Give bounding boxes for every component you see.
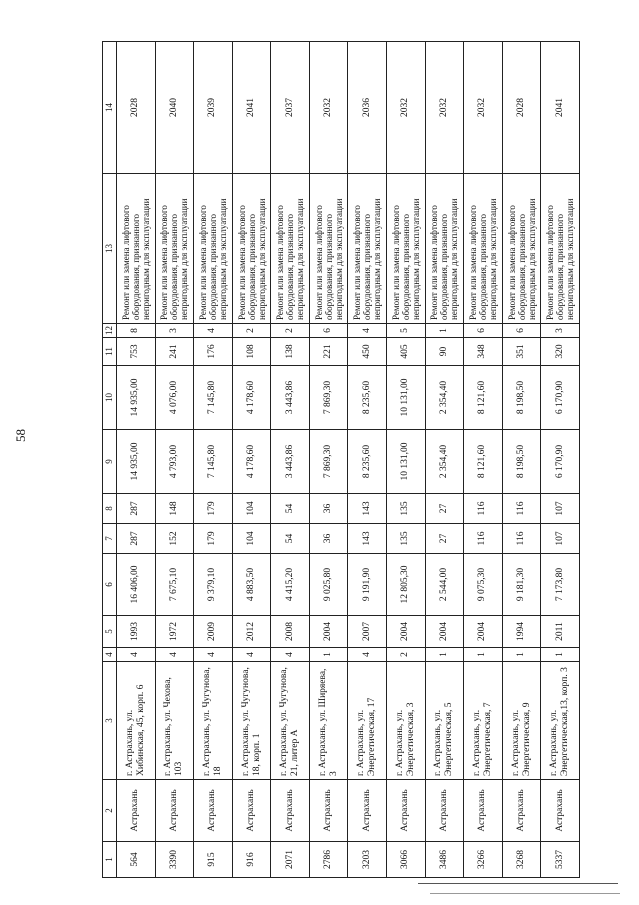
cell-work-type: Ремонт или замена лифтового оборудования, признанного непригодным для эксплуатации [348, 174, 387, 324]
table-row [387, 42, 426, 878]
cell-area-a: 3 443,86 [271, 430, 310, 494]
cell-count-b: 54 [271, 494, 310, 524]
cell-count-a: 116 [502, 524, 541, 554]
cell-storeys: 2 [387, 648, 426, 662]
cell-count-b: 104 [232, 494, 271, 524]
column-header: 8 [103, 494, 117, 524]
cell-residents: 90 [425, 338, 464, 366]
cell-work-type: Ремонт или замена лифтового оборудования, признанного непригодным для эксплуатации [117, 174, 156, 324]
cell-planned-year: 2039 [194, 42, 233, 174]
cell-count-a: 287 [117, 524, 156, 554]
cell-planned-year: 2028 [117, 42, 156, 174]
cell-total-area: 7 675,10 [155, 554, 194, 616]
cell-total-area: 9 379,10 [194, 554, 233, 616]
cell-municipality: Астрахань [464, 780, 503, 842]
cell-work-type: Ремонт или замена лифтового оборудования, признанного непригодным для эксплуатации [387, 174, 426, 324]
cell-area-a: 4 793,00 [155, 430, 194, 494]
cell-municipality: Астрахань [502, 780, 541, 842]
cell-area-a: 7 145,80 [194, 430, 233, 494]
cell-municipality: Астрахань [271, 780, 310, 842]
cell-address: г. Астрахань, ул. Энергетическая,13, корп. 3 [541, 662, 580, 780]
cell-count-a: 152 [155, 524, 194, 554]
column-header: 9 [103, 430, 117, 494]
cell-area-a: 2 354,40 [425, 430, 464, 494]
table-row [117, 42, 156, 878]
cell-work-type: Ремонт или замена лифтового оборудования, признанного непригодным для эксплуатации [502, 174, 541, 324]
cell-residents: 108 [232, 338, 271, 366]
cell-record-id: 3203 [348, 842, 387, 878]
cell-address: г. Астрахань, ул. Чугунова, 21, литер А [271, 662, 310, 780]
cell-count-a: 135 [387, 524, 426, 554]
cell-planned-year: 2037 [271, 42, 310, 174]
cell-record-id: 564 [117, 842, 156, 878]
cell-planned-year: 2032 [387, 42, 426, 174]
cell-lifts: 4 [194, 324, 233, 338]
cell-storeys: 1 [541, 648, 580, 662]
table-container [102, 42, 580, 878]
cell-count-a: 107 [541, 524, 580, 554]
cell-lifts: 8 [117, 324, 156, 338]
cell-total-area: 16 406,00 [117, 554, 156, 616]
cell-address: г. Астрахань, ул. Энергетическая, 7 [464, 662, 503, 780]
cell-work-type: Ремонт или замена лифтового оборудования, признанного непригодным для эксплуатации [155, 174, 194, 324]
cell-work-type: Ремонт или замена лифтового оборудования, признанного непригодным для эксплуатации [464, 174, 503, 324]
cell-count-b: 287 [117, 494, 156, 524]
cell-year: 2004 [309, 616, 348, 648]
cell-count-b: 27 [425, 494, 464, 524]
cell-area-a: 10 131,00 [387, 430, 426, 494]
cell-lifts: 3 [155, 324, 194, 338]
cell-area-a: 8 235,60 [348, 430, 387, 494]
footer-rule [418, 883, 618, 884]
cell-lifts: 2 [232, 324, 271, 338]
cell-year: 2007 [348, 616, 387, 648]
cell-count-b: 148 [155, 494, 194, 524]
table-row [271, 42, 310, 878]
cell-count-b: 135 [387, 494, 426, 524]
cell-residents: 138 [271, 338, 310, 366]
table-row [348, 42, 387, 878]
cell-residents: 348 [464, 338, 503, 366]
cell-work-type: Ремонт или замена лифтового оборудования, признанного непригодным для эксплуатации [425, 174, 464, 324]
cell-residents: 320 [541, 338, 580, 366]
cell-address: г. Астрахань, ул. Хибинская, 45, корп. 6 [117, 662, 156, 780]
cell-planned-year: 2041 [232, 42, 271, 174]
cell-area-b: 7 869,30 [309, 366, 348, 430]
cell-total-area: 12 805,30 [387, 554, 426, 616]
cell-planned-year: 2036 [348, 42, 387, 174]
cell-record-id: 2071 [271, 842, 310, 878]
header-row [103, 42, 117, 878]
cell-total-area: 4 415,20 [271, 554, 310, 616]
table-row [194, 42, 233, 878]
cell-work-type: Ремонт или замена лифтового оборудования, признанного непригодным для эксплуатации [194, 174, 233, 324]
cell-lifts: 6 [502, 324, 541, 338]
cell-residents: 753 [117, 338, 156, 366]
cell-address: г. Астрахань, ул. Энергетическая, 3 [387, 662, 426, 780]
cell-record-id: 915 [194, 842, 233, 878]
table-row [232, 42, 271, 878]
cell-count-b: 107 [541, 494, 580, 524]
cell-address: г. Астрахань, ул. Чугунова, 18 [194, 662, 233, 780]
cell-municipality: Астрахань [232, 780, 271, 842]
cell-year: 2004 [464, 616, 503, 648]
column-header: 3 [103, 662, 117, 780]
cell-total-area: 9 191,90 [348, 554, 387, 616]
cell-address: г. Астрахань, ул. Энергетическая, 5 [425, 662, 464, 780]
cell-lifts: 6 [464, 324, 503, 338]
cell-record-id: 3066 [387, 842, 426, 878]
cell-storeys: 4 [271, 648, 310, 662]
footer-rule-secondary [430, 893, 620, 894]
cell-lifts: 4 [348, 324, 387, 338]
cell-storeys: 1 [464, 648, 503, 662]
cell-storeys: 4 [348, 648, 387, 662]
cell-municipality: Астрахань [155, 780, 194, 842]
cell-residents: 405 [387, 338, 426, 366]
cell-work-type: Ремонт или замена лифтового оборудования, признанного непригодным для эксплуатации [232, 174, 271, 324]
cell-count-a: 36 [309, 524, 348, 554]
cell-year: 2008 [271, 616, 310, 648]
cell-area-a: 6 170,90 [541, 430, 580, 494]
cell-year: 2009 [194, 616, 233, 648]
cell-area-b: 8 121,60 [464, 366, 503, 430]
table-row [541, 42, 580, 878]
cell-year: 1993 [117, 616, 156, 648]
cell-work-type: Ремонт или замена лифтового оборудования, признанного непригодным для эксплуатации [309, 174, 348, 324]
cell-address: г. Астрахань, ул. Энергетическая, 9 [502, 662, 541, 780]
cell-storeys: 4 [194, 648, 233, 662]
cell-address: г. Астрахань, ул. Ширяева, 3 [309, 662, 348, 780]
column-header: 12 [103, 324, 117, 338]
cell-count-a: 27 [425, 524, 464, 554]
cell-area-b: 8 198,50 [502, 366, 541, 430]
cell-area-b: 4 076,00 [155, 366, 194, 430]
cell-storeys: 4 [232, 648, 271, 662]
cell-area-a: 14 935,00 [117, 430, 156, 494]
cell-year: 2012 [232, 616, 271, 648]
column-header: 6 [103, 554, 117, 616]
cell-area-b: 7 145,80 [194, 366, 233, 430]
cell-area-b: 6 170,90 [541, 366, 580, 430]
cell-area-b: 14 935,00 [117, 366, 156, 430]
cell-residents: 221 [309, 338, 348, 366]
cell-municipality: Астрахань [348, 780, 387, 842]
cell-total-area: 9 025,80 [309, 554, 348, 616]
cell-work-type: Ремонт или замена лифтового оборудования, признанного непригодным для эксплуатации [541, 174, 580, 324]
column-header: 10 [103, 366, 117, 430]
column-header: 4 [103, 648, 117, 662]
cell-planned-year: 2032 [425, 42, 464, 174]
cell-count-b: 179 [194, 494, 233, 524]
cell-area-a: 8 198,50 [502, 430, 541, 494]
cell-area-b: 10 131,00 [387, 366, 426, 430]
cell-area-b: 8 235,60 [348, 366, 387, 430]
column-header: 13 [103, 174, 117, 324]
cell-municipality: Астрахань [541, 780, 580, 842]
cell-record-id: 3390 [155, 842, 194, 878]
cell-municipality: Астрахань [309, 780, 348, 842]
cell-year: 2004 [425, 616, 464, 648]
cell-year: 1972 [155, 616, 194, 648]
column-header: 7 [103, 524, 117, 554]
cell-lifts: 5 [387, 324, 426, 338]
cell-address: г. Астрахань, ул. Чугунова, 18, корп. 1 [232, 662, 271, 780]
cell-residents: 241 [155, 338, 194, 366]
cell-planned-year: 2028 [502, 42, 541, 174]
cell-storeys: 1 [502, 648, 541, 662]
cell-lifts: 3 [541, 324, 580, 338]
cell-municipality: Астрахань [387, 780, 426, 842]
column-header: 5 [103, 616, 117, 648]
cell-count-a: 143 [348, 524, 387, 554]
cell-area-a: 8 121,60 [464, 430, 503, 494]
cell-area-b: 3 443,86 [271, 366, 310, 430]
cell-municipality: Астрахань [194, 780, 233, 842]
cell-residents: 176 [194, 338, 233, 366]
cell-record-id: 916 [232, 842, 271, 878]
cell-count-a: 54 [271, 524, 310, 554]
table-row [309, 42, 348, 878]
cell-count-b: 116 [464, 494, 503, 524]
cell-planned-year: 2032 [309, 42, 348, 174]
cell-record-id: 3266 [464, 842, 503, 878]
table-body [117, 42, 580, 878]
cell-total-area: 2 544,00 [425, 554, 464, 616]
cell-record-id: 2786 [309, 842, 348, 878]
cell-record-id: 5337 [541, 842, 580, 878]
cell-year: 2004 [387, 616, 426, 648]
cell-year: 2011 [541, 616, 580, 648]
column-header: 11 [103, 338, 117, 366]
table-row [425, 42, 464, 878]
cell-residents: 450 [348, 338, 387, 366]
cell-lifts: 1 [425, 324, 464, 338]
cell-planned-year: 2040 [155, 42, 194, 174]
cell-lifts: 2 [271, 324, 310, 338]
cell-count-a: 179 [194, 524, 233, 554]
cell-address: г. Астрахань, ул. Энергетическая, 17 [348, 662, 387, 780]
column-header: 14 [103, 42, 117, 174]
cell-storeys: 1 [425, 648, 464, 662]
page-number: 58 [13, 429, 28, 442]
table-row [155, 42, 194, 878]
cell-area-a: 7 869,30 [309, 430, 348, 494]
cell-storeys: 4 [117, 648, 156, 662]
data-table [102, 41, 580, 878]
cell-total-area: 9 075,30 [464, 554, 503, 616]
cell-record-id: 3486 [425, 842, 464, 878]
cell-total-area: 4 883,50 [232, 554, 271, 616]
cell-planned-year: 2041 [541, 42, 580, 174]
cell-municipality: Астрахань [117, 780, 156, 842]
cell-residents: 351 [502, 338, 541, 366]
cell-lifts: 6 [309, 324, 348, 338]
cell-area-a: 4 178,60 [232, 430, 271, 494]
cell-total-area: 9 181,30 [502, 554, 541, 616]
cell-count-b: 116 [502, 494, 541, 524]
table-row [502, 42, 541, 878]
column-header: 1 [103, 842, 117, 878]
cell-planned-year: 2032 [464, 42, 503, 174]
cell-record-id: 3268 [502, 842, 541, 878]
cell-count-b: 36 [309, 494, 348, 524]
cell-count-a: 104 [232, 524, 271, 554]
cell-count-a: 116 [464, 524, 503, 554]
cell-count-b: 143 [348, 494, 387, 524]
cell-total-area: 7 173,80 [541, 554, 580, 616]
cell-year: 1994 [502, 616, 541, 648]
cell-storeys: 1 [309, 648, 348, 662]
cell-municipality: Астрахань [425, 780, 464, 842]
cell-area-b: 4 178,60 [232, 366, 271, 430]
cell-area-b: 2 354,40 [425, 366, 464, 430]
table-row [464, 42, 503, 878]
cell-work-type: Ремонт или замена лифтового оборудования, признанного непригодным для эксплуатации [271, 174, 310, 324]
cell-storeys: 4 [155, 648, 194, 662]
column-header: 2 [103, 780, 117, 842]
cell-address: г. Астрахань, ул. Чехова, 103 [155, 662, 194, 780]
